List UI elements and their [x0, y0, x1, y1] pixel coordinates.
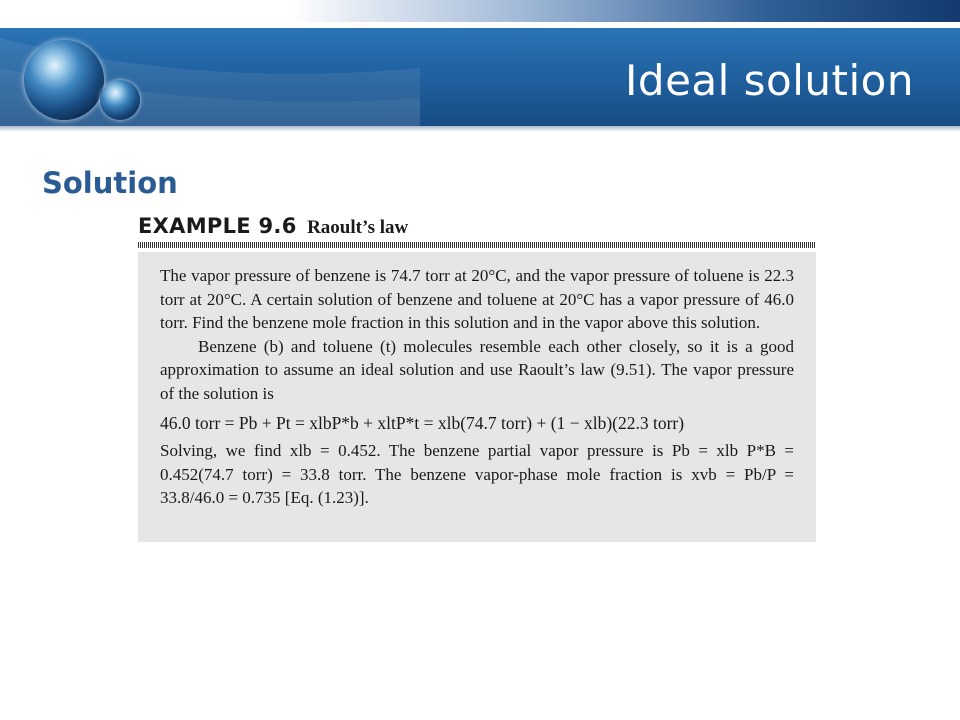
solution-result: Solving, we find xlb = 0.452. The benzene partial vapor pressure is Pb = xlb P*B = 0.452(74.7 torr) = 33.8 torr. The benzene vapor-phase mole fraction is xvb = Pb/P = 33.8/46.0 = 0.735 [Eq. (1.23)]. — [160, 441, 794, 508]
example-number: EXAMPLE 9.6 — [138, 214, 297, 238]
slide-header — [0, 0, 960, 128]
example-heading — [138, 214, 816, 244]
section-subtitle: Solution — [42, 166, 178, 200]
small-globe-logo — [100, 80, 140, 120]
problem-statement: The vapor pressure of benzene is 74.7 torr at 20°C, and the vapor pressure of toluene is 22.3 torr at 20°C. A certain solution of benzene and toluene at 20°C has a vapor pressure of 46.0 torr. Find the benzene mole fraction in this solution and in the vapor above this solution. — [160, 266, 794, 333]
large-globe-logo — [24, 40, 104, 120]
example-box — [138, 214, 816, 542]
raoult-equation: 46.0 torr = Pb + Pt = xlbP*b + xltP*t = xlb(74.7 torr) + (1 − xlb)(22.3 torr) — [160, 412, 685, 433]
solution-intro: Benzene (b) and toluene (t) molecules resemble each other closely, so it is a good approximation to assume an ideal solution and use Raoult’s law (9.51). The vapor pressure of the solution is — [160, 336, 794, 403]
slide-title: Ideal solution — [625, 56, 914, 105]
example-name: Raoult’s law — [307, 217, 409, 238]
header-top-strip — [0, 0, 960, 22]
example-body — [138, 252, 816, 542]
